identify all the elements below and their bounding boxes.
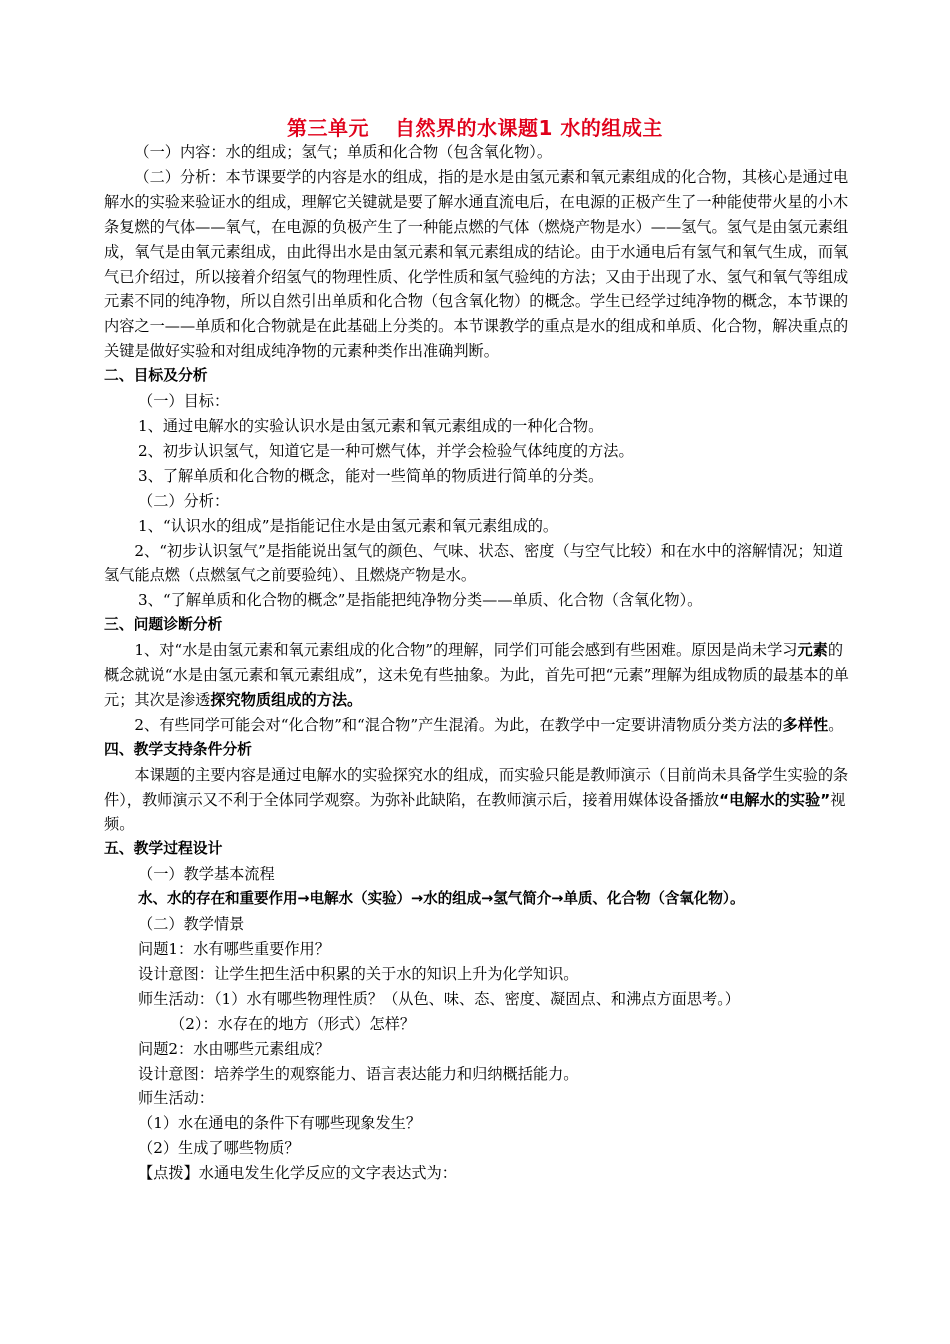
section5-heading: 五、教学过程设计 <box>104 840 223 858</box>
text-run: 2、有些同学可能会对“化合物”和“混合物”产生混淆。为此，在教学中一定要讲清物质分类方法的 <box>134 715 783 734</box>
emphasis-video: “电解水的实验” <box>719 790 831 809</box>
intro-analysis: （二）分析：本节课要学的内容是水的组成，指的是水是由氢元素和氧元素组成的化合物，其核心是通过电解水的实验来验证水的组成，理解它关键就是要了解水通直流电后，在电源的正极产生了一种能使带火星的小木条复燃的气体——氧气，在电源的负极产生了一种能点燃的气体（燃烧产物是水）——氢气。氢气是由氢元素组成，氧气是由氧元素组成，由此得出水是由氢元素和氧元素组成的结论。由于水通电后有氢气和氧气生成，而氧气已介绍过，所以接着介绍氢气的物理性质、化学性质和氢气验纯的方法；又由于出现了水、氢气和氧气等组成元素不同的纯净物，所以自然引出单质和化合物（包含氧化物）的概念。学生已经学过纯净物的概念，本节课的内容之一——单质和化合物就是在此基础上分类的。本节课教学的重点是水的组成和单质、化合物，解决重点的关键是做好实验和对组成纯净物的元素种类作出准确判断。 <box>104 167 849 361</box>
teaching-flow: 水、水的存在和重要作用→电解水（实验）→水的组成→氢气简介→单质、化合物（含氧化物）。 <box>138 890 745 908</box>
hint-line: 【点拨】水通电发生化学反应的文字表达式为： <box>138 1164 457 1183</box>
document-body <box>104 140 850 1186</box>
text-run: 视频。 <box>104 790 846 834</box>
text-run: 的概念就说“水是由氢元素和氧元素组成”，这未免有些抽象。为此，首先可把“元素”理解为组成物质的最基本的单元；其次是渗透 <box>104 641 849 709</box>
goal-item: 3、了解单质和化合物的概念，能对一些简单的物质进行简单的分类。 <box>138 466 604 485</box>
text-run: 。 <box>828 715 844 734</box>
emphasis-elements: 元素 <box>797 641 828 660</box>
title-unit: 第三单元 <box>287 116 370 140</box>
analysis-label: （二）分析： <box>138 491 230 510</box>
support-paragraph <box>104 763 850 838</box>
question-2-activity: 师生活动： <box>138 1089 214 1108</box>
emphasis-method: 探究物质组成的方法。 <box>210 690 363 709</box>
question-2: 问题2：水由哪些元素组成？ <box>138 1039 330 1058</box>
diagnosis-paragraph-1 <box>104 638 850 713</box>
title-topic: 自然界的水课题1 水的组成主 <box>395 116 663 140</box>
diagnosis-paragraph-2 <box>104 713 850 738</box>
page-title <box>0 112 950 141</box>
question-1-activity: 师生活动：（1）水有哪些物理性质？（从色、味、态、密度、凝固点、和沸点方面思考。） <box>138 989 740 1008</box>
question-2-intent: 设计意图：培养学生的观察能力、语言表达能力和归纳概括能力。 <box>138 1064 579 1083</box>
text-run: 1、对“水是由氢元素和氧元素组成的化合物”的理解，同学们可能会感到有些困难。原因是尚未学习 <box>134 641 798 660</box>
question-1-activity-2: （2）：水存在的地方（形式）怎样？ <box>170 1014 416 1033</box>
intro-content: （一）内容：水的组成；氢气；单质和化合物（包含氧化物）。 <box>134 143 553 161</box>
analysis-item: 2、“初步认识氢气”是指能说出氢气的颜色、气味、状态、密度（与空气比较）和在水中的溶解情况；知道氢气能点燃（点燃氢气之前要验纯）、且燃烧产物是水。 <box>104 541 844 585</box>
goal-item: 2、初步认识氢气，知道它是一种可燃气体，并学会检验气体纯度的方法。 <box>138 441 634 460</box>
situation-label: （二）教学情景 <box>138 915 245 934</box>
flow-label: （一）教学基本流程 <box>138 865 275 884</box>
text-run: 本课题的主要内容是通过电解水的实验探究水的组成，而实验只能是教师演示（目前尚未具备学生实验的条件），教师演示又不利于全体同学观察。为弥补此缺陷，在教师演示后，接着用媒体设备播放 <box>104 765 849 809</box>
question-1-intent: 设计意图：让学生把生活中积累的关于水的知识上升为化学知识。 <box>138 964 579 983</box>
goals-label: （一）目标： <box>138 392 230 411</box>
section2-heading: 二、目标及分析 <box>104 367 208 385</box>
analysis-item: 3、“了解单质和化合物的概念”是指能把纯净物分类——单质、化合物（含氧化物）。 <box>138 591 703 610</box>
question-2-item: （2）生成了哪些物质？ <box>138 1139 300 1158</box>
section4-heading: 四、教学支持条件分析 <box>104 740 252 758</box>
question-2-item: （1）水在通电的条件下有哪些现象发生？ <box>138 1114 422 1133</box>
emphasis-diversity: 多样性 <box>782 715 829 734</box>
section3-heading: 三、问题诊断分析 <box>104 616 223 634</box>
question-1: 问题1：水有哪些重要作用？ <box>138 940 330 958</box>
goal-item: 1、通过电解水的实验认识水是由氢元素和氧元素组成的一种化合物。 <box>138 416 604 435</box>
analysis-item: 1、“认识水的组成”是指能记住水是由氢元素和氧元素组成的。 <box>138 516 559 535</box>
